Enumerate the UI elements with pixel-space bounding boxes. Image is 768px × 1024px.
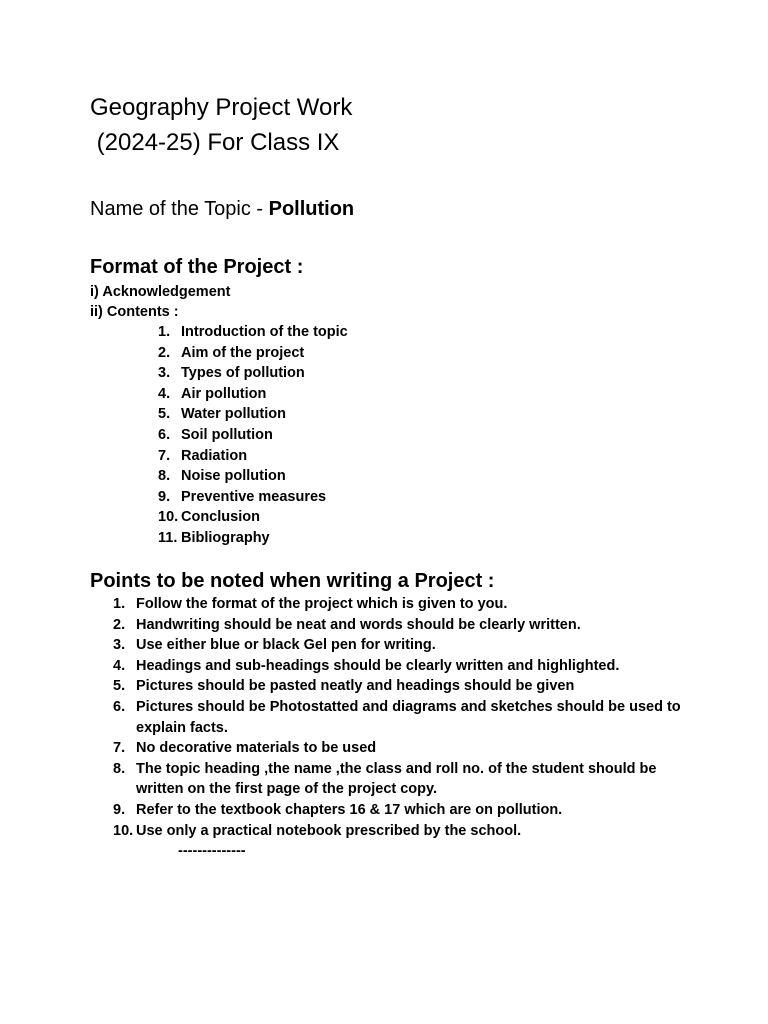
points-item-number: 4. [113,657,126,674]
points-item-number: 1. [113,596,126,612]
contents-item-number: 1. [158,324,171,340]
points-list [0,594,700,841]
points-item-number: 7. [113,740,126,757]
contents-item-text: Preventive measures [181,488,327,505]
contents-item-text: Radiation [181,447,248,464]
format-heading: Format of the Project : [90,256,304,278]
contents-item-text: Soil pollution [181,426,273,443]
contents-item-text: Aim of the project [181,344,305,361]
points-heading: Points to be noted when writing a Project : [90,570,495,592]
contents-item-text: Introduction of the topic [181,324,348,340]
points-item [0,635,681,656]
points-item-number: 6. [113,698,126,715]
acknowledgement-item: i) Acknowledgement [90,284,231,300]
contents-label: ii) Contents : [90,304,179,320]
points-item [0,800,681,821]
contents-item-text: Types of pollution [181,365,305,382]
contents-item-number: 2. [158,344,171,361]
contents-item-number: 4. [158,385,171,402]
points-item-text: Use only a practical notebook prescribed by the school. [136,822,522,839]
contents-item-text: Bibliography [181,529,270,546]
points-item-text: Headings and sub-headings should be clearly written and highlighted. [136,657,620,674]
contents-item-text: Noise pollution [181,468,286,485]
points-item-text: Use either blue or black Gel pen for writing. [136,637,436,654]
document-title-line-1: Geography Project Work [90,94,353,121]
points-item-number: 9. [113,801,126,818]
contents-item-number: 5. [158,406,171,423]
contents-item-number: 10. [158,509,179,526]
document-title-line-2: (2024-25) For Class IX [90,129,340,156]
points-item-text: Handwriting should be neat and words should be clearly written. [136,616,581,633]
points-item [0,656,681,677]
points-item [0,697,681,738]
points-item-text: Refer to the textbook chapters 16 & 17 which are on pollution. [136,801,563,818]
points-item-number: 2. [113,616,126,633]
points-item-text: No decorative materials to be used [136,740,377,757]
points-item-number: 10. [113,822,134,839]
points-item [0,615,681,636]
contents-item-text: Water pollution [181,406,286,423]
points-item-text: Follow the format of the project which is given to you. [136,596,508,612]
points-item [0,759,681,800]
points-item-text: Pictures should be pasted neatly and headings should be given [136,678,575,695]
contents-item-number: 8. [158,468,171,485]
points-item-number: 8. [113,760,126,777]
contents-item-number: 7. [158,447,171,464]
points-item [0,738,681,759]
topic-line [90,196,354,222]
contents-item-number: 3. [158,365,171,382]
points-item [0,676,681,697]
contents-item-number: 9. [158,488,171,505]
contents-item-text: Air pollution [181,385,267,402]
contents-item-text: Conclusion [181,509,260,526]
points-item-text: Pictures should be Photostatted and diagrams and sketches should be used to explain facts. [136,698,681,736]
topic-label: Name of the Topic - [90,198,269,220]
points-item [0,821,681,842]
contents-item-number: 11. [158,529,178,546]
points-item-number: 5. [113,678,126,695]
contents-item-number: 6. [158,426,171,443]
end-mark: -------------- [178,843,246,859]
points-item-text: The topic heading ,the name ,the class and roll no. of the student should be written on the first page of the project copy. [136,760,657,798]
points-item-number: 3. [113,637,126,654]
topic-value: Pollution [268,198,355,220]
points-item [0,594,681,615]
